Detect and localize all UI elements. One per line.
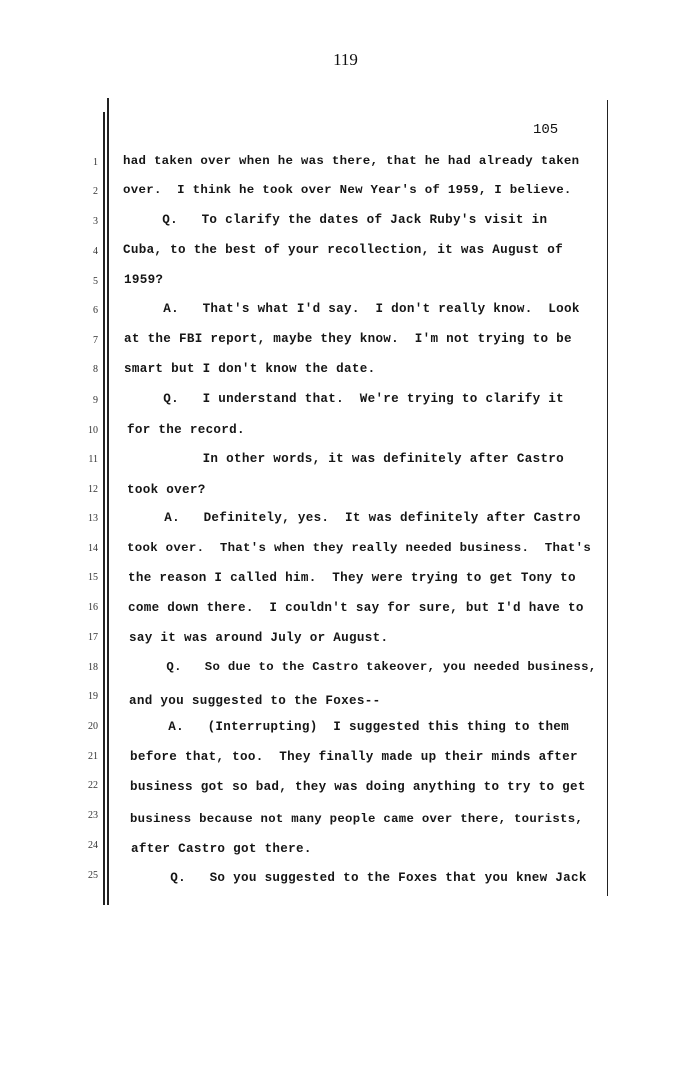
transcript-line: at the FBI report, maybe they know. I'm not trying to be	[124, 332, 572, 346]
right-margin-rule	[607, 100, 608, 896]
line-number: 4	[93, 246, 98, 257]
line-number: 25	[88, 870, 98, 881]
transcript-line: A. That's what I'd say. I don't really know. Look	[124, 302, 580, 316]
line-number: 3	[93, 216, 98, 227]
transcript-line: and you suggested to the Foxes--	[129, 694, 381, 708]
line-number: 11	[88, 454, 98, 465]
transcript-page-number: 105	[533, 122, 559, 138]
transcript-line: business got so bad, they was doing anything to try to get	[130, 780, 586, 794]
transcript-line: for the record.	[127, 423, 245, 437]
transcript-line: smart but I don't know the date.	[124, 362, 376, 376]
line-number: 12	[88, 484, 98, 495]
transcript-line: the reason I called him. They were trying to get Tony to	[128, 571, 576, 585]
line-number: 17	[88, 632, 98, 643]
transcript-line: Q. I understand that. We're trying to clarify it	[124, 392, 565, 406]
line-number: 20	[88, 721, 98, 732]
left-margin-rule	[103, 112, 105, 905]
line-number: 19	[88, 691, 98, 702]
line-number: 10	[88, 425, 98, 436]
transcript-line: Q. So you suggested to the Foxes that you knew Jack	[131, 871, 587, 885]
transcript-line: In other words, it was definitely after Castro	[124, 452, 565, 466]
transcript-line: Cuba, to the best of your recollection, it was August of	[123, 243, 564, 257]
line-number: 14	[88, 543, 98, 554]
line-number: 7	[93, 335, 98, 346]
line-number: 13	[88, 513, 98, 524]
transcript-line: before that, too. They finally made up their minds after	[130, 750, 578, 764]
transcript-line: come down there. I couldn't say for sure, but I'd have to	[128, 601, 584, 615]
line-number: 18	[88, 662, 98, 673]
line-number: 1	[93, 157, 98, 168]
transcript-line: over. I think he took over New Year's of 1959, I believe.	[123, 183, 572, 197]
transcript-line: business because not many people came over there, tourists,	[130, 812, 584, 826]
transcript-line: after Castro got there.	[131, 842, 312, 856]
transcript-line: took over?	[127, 483, 206, 497]
transcript-line: A. (Interrupting) I suggested this thing to them	[129, 720, 570, 734]
line-number: 24	[88, 840, 98, 851]
line-number: 23	[88, 810, 98, 821]
line-number: 6	[93, 305, 98, 316]
transcript-line: 1959?	[124, 273, 164, 287]
transcript-line: A. Definitely, yes. It was definitely after Castro	[125, 511, 581, 525]
transcript-line: Q. So due to the Castro takeover, you needed business,	[128, 660, 597, 674]
line-number: 16	[88, 602, 98, 613]
line-number: 9	[93, 395, 98, 406]
transcript-line: took over. That's when they really needed business. That's	[127, 541, 592, 555]
left-margin-rule-inner	[107, 98, 109, 905]
transcript-line: say it was around July or August.	[129, 631, 389, 645]
page-number: 119	[333, 50, 358, 69]
line-number: 15	[88, 572, 98, 583]
line-number: 5	[93, 276, 98, 287]
line-number: 22	[88, 780, 98, 791]
transcript-line: had taken over when he was there, that he had already taken	[123, 154, 580, 168]
line-number: 8	[93, 364, 98, 375]
transcript-line: Q. To clarify the dates of Jack Ruby's visit in	[123, 213, 548, 227]
line-number: 2	[93, 186, 98, 197]
line-number: 21	[88, 751, 98, 762]
